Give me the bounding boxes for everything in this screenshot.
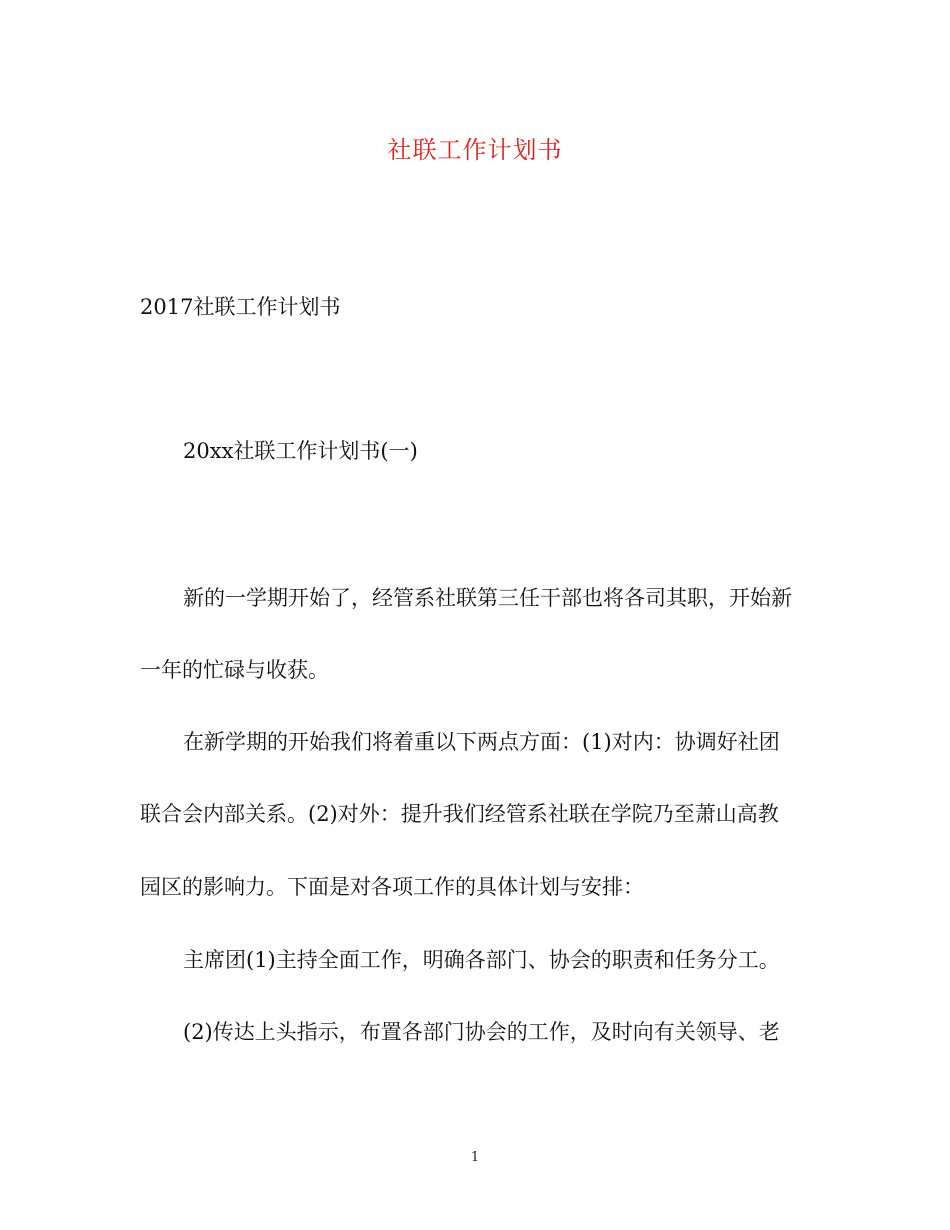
section-heading: 20xx社联工作计划书(一): [183, 439, 418, 463]
document-subtitle: 2017社联工作计划书: [140, 295, 341, 319]
paragraph-line: 一年的忙碌与收获。: [140, 658, 329, 682]
document-title: 社联工作计划书: [387, 136, 563, 164]
paragraph-line: 联合会内部关系。(2)对外：提升我们经管系社联在学院乃至萧山高教: [140, 802, 779, 826]
page-number: 1: [470, 1150, 480, 1165]
paragraph-line: (2)传达上头指示，布置各部门协会的工作，及时向有关领导、老: [183, 1020, 780, 1044]
paragraph-line: 在新学期的开始我们将着重以下两点方面：(1)对内：协调好社团: [183, 730, 780, 754]
paragraph-line: 园区的影响力。下面是对各项工作的具体计划与安排：: [140, 875, 644, 899]
paragraph-line: 主席团(1)主持全面工作，明确各部门、协会的职责和任务分工。: [183, 948, 780, 972]
paragraph-line: 新的一学期开始了，经管系社联第三任干部也将各司其职，开始新: [183, 586, 792, 610]
